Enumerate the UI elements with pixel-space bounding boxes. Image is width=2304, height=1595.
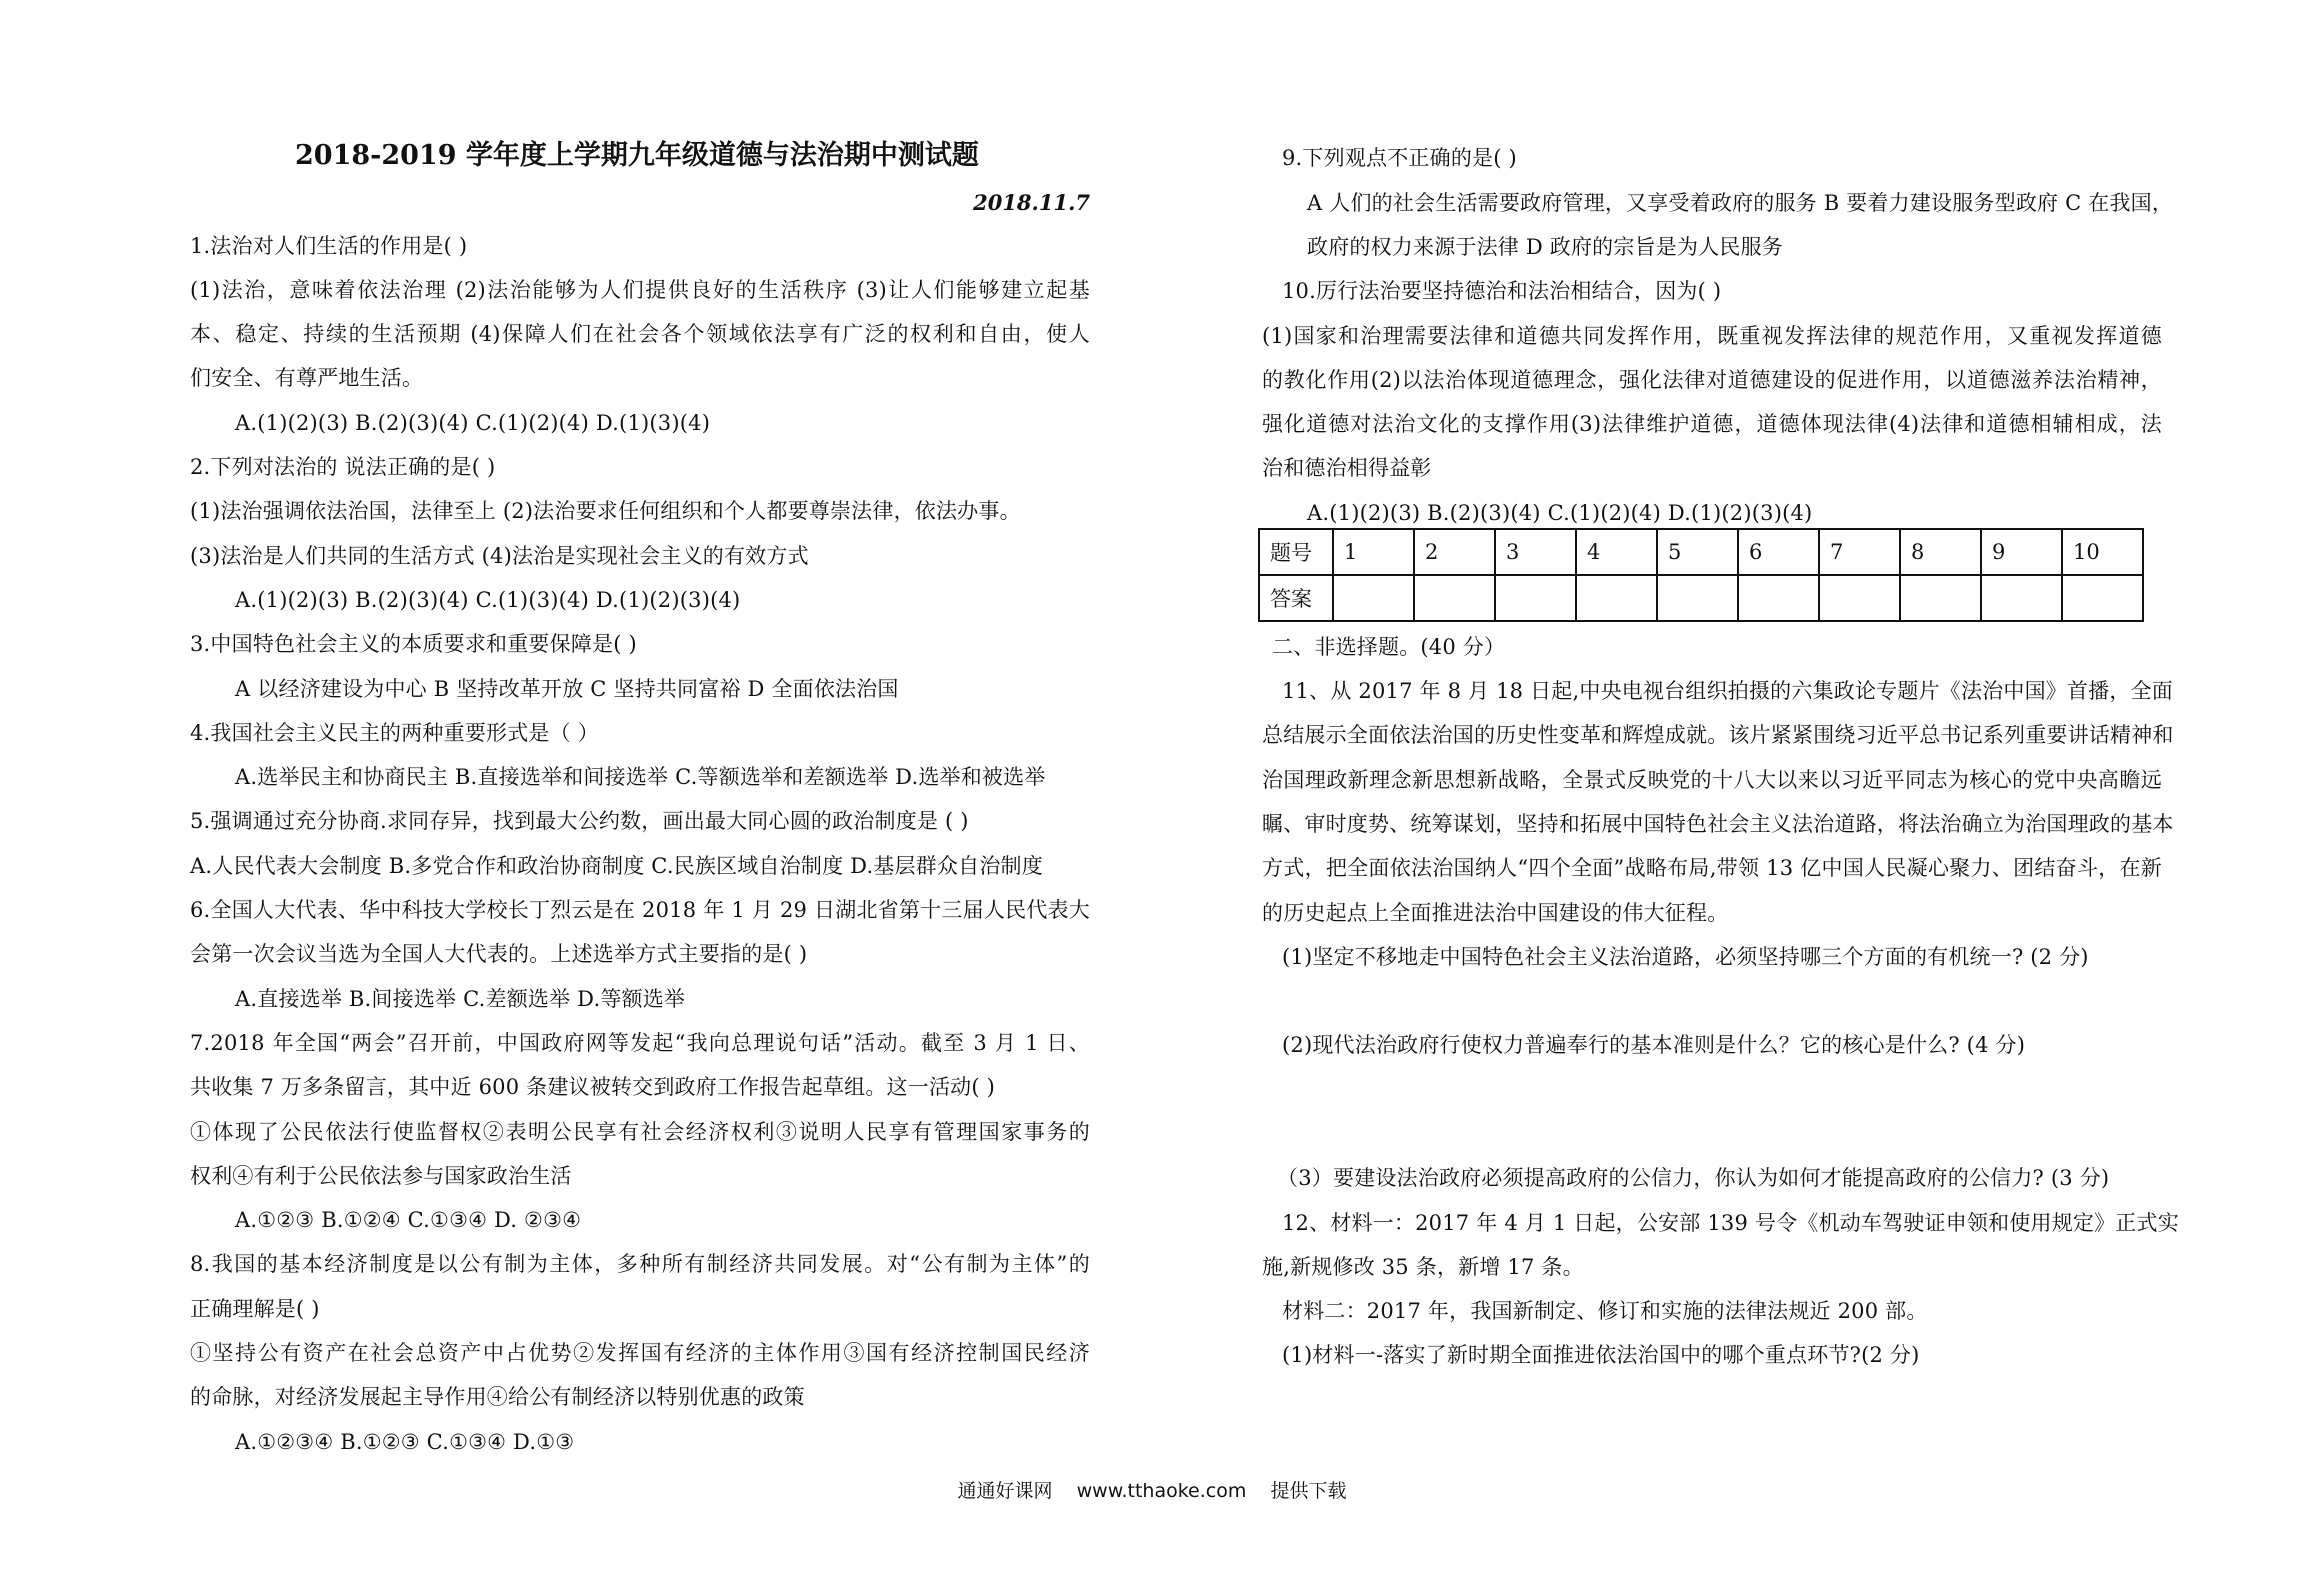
answer-table-answer-row [1259, 575, 2143, 621]
answer-cell[interactable] [1495, 575, 1576, 621]
answer-cell[interactable] [1981, 575, 2062, 621]
q2-options: A.(1)(2)(3) B.(2)(3)(4) C.(1)(3)(4) D.(1)(2)(3)(4) [235, 588, 741, 612]
q10-text: 治和德治相得益彰 [1262, 456, 1432, 480]
question-number-cell: 3 [1495, 529, 1576, 575]
question-number-cell: 2 [1414, 529, 1495, 575]
q4-stem: 4.我国社会主义民主的两种重要形式是（ ） [190, 721, 599, 745]
q1-text: 本、稳定、持续的生活预期 (4)保障人们在社会各个领域依法享有广泛的权利和自由，使人 [190, 322, 1090, 346]
q9-options: A 人们的社会生活需要政府管理，又享受着政府的服务 B 要着力建设服务型政府 C 在我国， [1307, 191, 2174, 215]
q11-text: 治国理政新理念新思想新战略，全景式反映党的十八大以来以习近平同志为核心的党中央高瞻远 [1262, 768, 2162, 792]
q8-text: 的命脉，对经济发展起主导作用④给公有制经济以特别优惠的政策 [190, 1385, 805, 1409]
q3-stem: 3.中国特色社会主义的本质要求和重要保障是( ) [190, 632, 637, 656]
answer-cell[interactable] [1333, 575, 1414, 621]
question-number-cell: 7 [1819, 529, 1900, 575]
q2-stem: 2.下列对法治的 说法正确的是( ) [190, 455, 496, 479]
q1-text: (1)法治，意味着依法治理 (2)法治能够为人们提供良好的生活秩序 (3)让人们能够建立起基 [190, 278, 1090, 302]
q5-stem: 5.强调通过充分协商.求同存异，找到最大公约数，画出最大同心圆的政治制度是 ( ) [190, 809, 969, 833]
q11-text: 的历史起点上全面推进法治中国建设的伟大征程。 [1262, 901, 1729, 925]
section-two-heading: 二、非选择题。(40 分） [1272, 635, 1506, 659]
q7-options: A.①②③ B.①②④ C.①③④ D. ②③④ [235, 1208, 582, 1232]
question-number-cell: 4 [1576, 529, 1657, 575]
q9-stem: 9.下列观点不正确的是( ) [1282, 146, 1517, 170]
answer-cell[interactable] [1900, 575, 1981, 621]
q12-material-1: 12、材料一：2017 年 4 月 1 日起，公安部 139 号令《机动车驾驶证申领和使用规定》正式实 [1282, 1211, 2179, 1235]
q10-stem: 10.厉行法治要坚持德治和法治相结合，因为( ) [1282, 279, 1722, 303]
question-number-cell: 10 [2062, 529, 2143, 575]
q8-stem: 8.我国的基本经济制度是以公有制为主体，多种所有制经济共同发展。对“公有制为主体”的 [190, 1252, 1090, 1276]
q7-text: 共收集 7 万多条留言，其中近 600 条建议被转交到政府工作报告起草组。这一活动( ) [190, 1075, 996, 1099]
answer-header: 答案 [1259, 575, 1333, 621]
question-number-cell: 1 [1333, 529, 1414, 575]
q7-text: ①体现了公民依法行使监督权②表明公民享有社会经济权利③说明人民享有管理国家事务的 [190, 1120, 1090, 1144]
answer-cell[interactable] [1657, 575, 1738, 621]
exam-date: 2018.11.7 [973, 190, 1090, 215]
answer-table-number-row [1259, 529, 2143, 575]
q12-subquestion-1: (1)材料一-落实了新时期全面推进依法治国中的哪个重点环节?(2 分) [1282, 1343, 1920, 1367]
q11-text: 方式，把全面依法治国纳人“四个全面”战略布局,带领 13 亿中国人民凝心聚力、团结奋斗，在新 [1262, 856, 2162, 880]
q3-options: A 以经济建设为中心 B 坚持改革开放 C 坚持共同富裕 D 全面依法治国 [235, 677, 899, 701]
q1-options: A.(1)(2)(3) B.(2)(3)(4) C.(1)(2)(4) D.(1)(3)(4) [235, 411, 711, 435]
q6-options: A.直接选举 B.间接选举 C.差额选举 D.等额选举 [235, 987, 686, 1011]
q11-subquestion-3: （3）要建设法治政府必须提高政府的公信力，你认为如何才能提高政府的公信力? (3 分) [1277, 1166, 2110, 1190]
q7-stem: 7.2018 年全国“两会”召开前，中国政府网等发起“我向总理说句话”活动。截至 3 月 1 日、 [190, 1031, 1090, 1055]
answer-table [1258, 528, 2144, 622]
answer-cell[interactable] [1576, 575, 1657, 621]
q11-text: 总结展示全面依法治国的历史性变革和辉煌成就。该片紧紧围绕习近平总书记系列重要讲话精神和 [1262, 723, 2174, 747]
q8-text: 正确理解是( ) [190, 1297, 320, 1321]
q11-stem: 11、从 2017 年 8 月 18 日起,中央电视台组织拍摄的六集政论专题片《法治中国》首播，全面 [1282, 679, 2173, 703]
q8-options: A.①②③④ B.①②③ C.①③④ D.①③ [235, 1430, 575, 1454]
question-number-cell: 9 [1981, 529, 2062, 575]
q1-stem: 1.法治对人们生活的作用是( ) [190, 234, 468, 258]
question-number-cell: 5 [1657, 529, 1738, 575]
answer-cell[interactable] [1819, 575, 1900, 621]
question-number-cell: 6 [1738, 529, 1819, 575]
q11-subquestion-2: (2)现代法治政府行使权力普遍奉行的基本准则是什么？它的核心是什么? (4 分) [1282, 1033, 2026, 1057]
q10-text: 强化道德对法治文化的支撑作用(3)法律维护道德，道德体现法律(4)法律和道德相辅相成，法 [1262, 412, 2162, 436]
q11-subquestion-1: (1)坚定不移地走中国特色社会主义法治道路，必须坚持哪三个方面的有机统一? (2 分) [1282, 945, 2089, 969]
q11-text: 瞩、审时度势、统筹谋划，坚持和拓展中国特色社会主义法治道路，将法治确立为治国理政的基本 [1262, 812, 2174, 836]
question-number-cell: 8 [1900, 529, 1981, 575]
q12-material-2: 材料二：2017 年，我国新制定、修订和实施的法律法规近 200 部。 [1282, 1299, 1928, 1323]
q4-options: A.选举民主和协商民主 B.直接选举和间接选举 C.等额选举和差额选举 D.选举和被选举 [235, 765, 1046, 789]
q7-text: 权利④有利于公民依法参与国家政治生活 [190, 1164, 572, 1188]
answer-cell[interactable] [1738, 575, 1819, 621]
q2-text: (1)法治强调依法治国，法律至上 (2)法治要求任何组织和个人都要尊崇法律，依法办事。 [190, 499, 1021, 523]
q2-text: (3)法治是人们共同的生活方式 (4)法治是实现社会主义的有效方式 [190, 544, 809, 568]
q8-text: ①坚持公有资产在社会总资产中占优势②发挥国有经济的主体作用③国有经济控制国民经济 [190, 1341, 1090, 1365]
q5-options: A.人民代表大会制度 B.多党合作和政治协商制度 C.民族区域自治制度 D.基层群众自治制度 [190, 854, 1043, 878]
q10-options: A.(1)(2)(3) B.(2)(3)(4) C.(1)(2)(4) D.(1)(2)(3)(4) [1307, 501, 1813, 525]
q6-stem: 6.全国人大代表、华中科技大学校长丁烈云是在 2018 年 1 月 29 日湖北省第十三届人民代表大 [190, 898, 1090, 922]
q12-material-1: 施,新规修改 35 条，新增 17 条。 [1262, 1255, 1584, 1279]
q1-text: 们安全、有尊严地生活。 [190, 366, 424, 390]
answer-cell[interactable] [1414, 575, 1495, 621]
question-number-header: 题号 [1259, 529, 1333, 575]
q9-options: 政府的权力来源于法律 D 政府的宗旨是为人民服务 [1307, 235, 1783, 259]
download-footer: 通通好课网 www.tthaoke.com 提供下载 [957, 1480, 1347, 1502]
exam-title: 2018-2019 学年度上学期九年级道德与法治期中测试题 [295, 140, 979, 171]
answer-cell[interactable] [2062, 575, 2143, 621]
q6-text: 会第一次会议当选为全国人大代表的。上述选举方式主要指的是( ) [190, 942, 808, 966]
q10-text: 的教化作用(2)以法治体现道德理念，强化法律对道德建设的促进作用，以道德滋养法治精神， [1262, 368, 2162, 392]
q10-text: (1)国家和治理需要法律和道德共同发挥作用，既重视发挥法律的规范作用，又重视发挥道德 [1262, 324, 2162, 348]
